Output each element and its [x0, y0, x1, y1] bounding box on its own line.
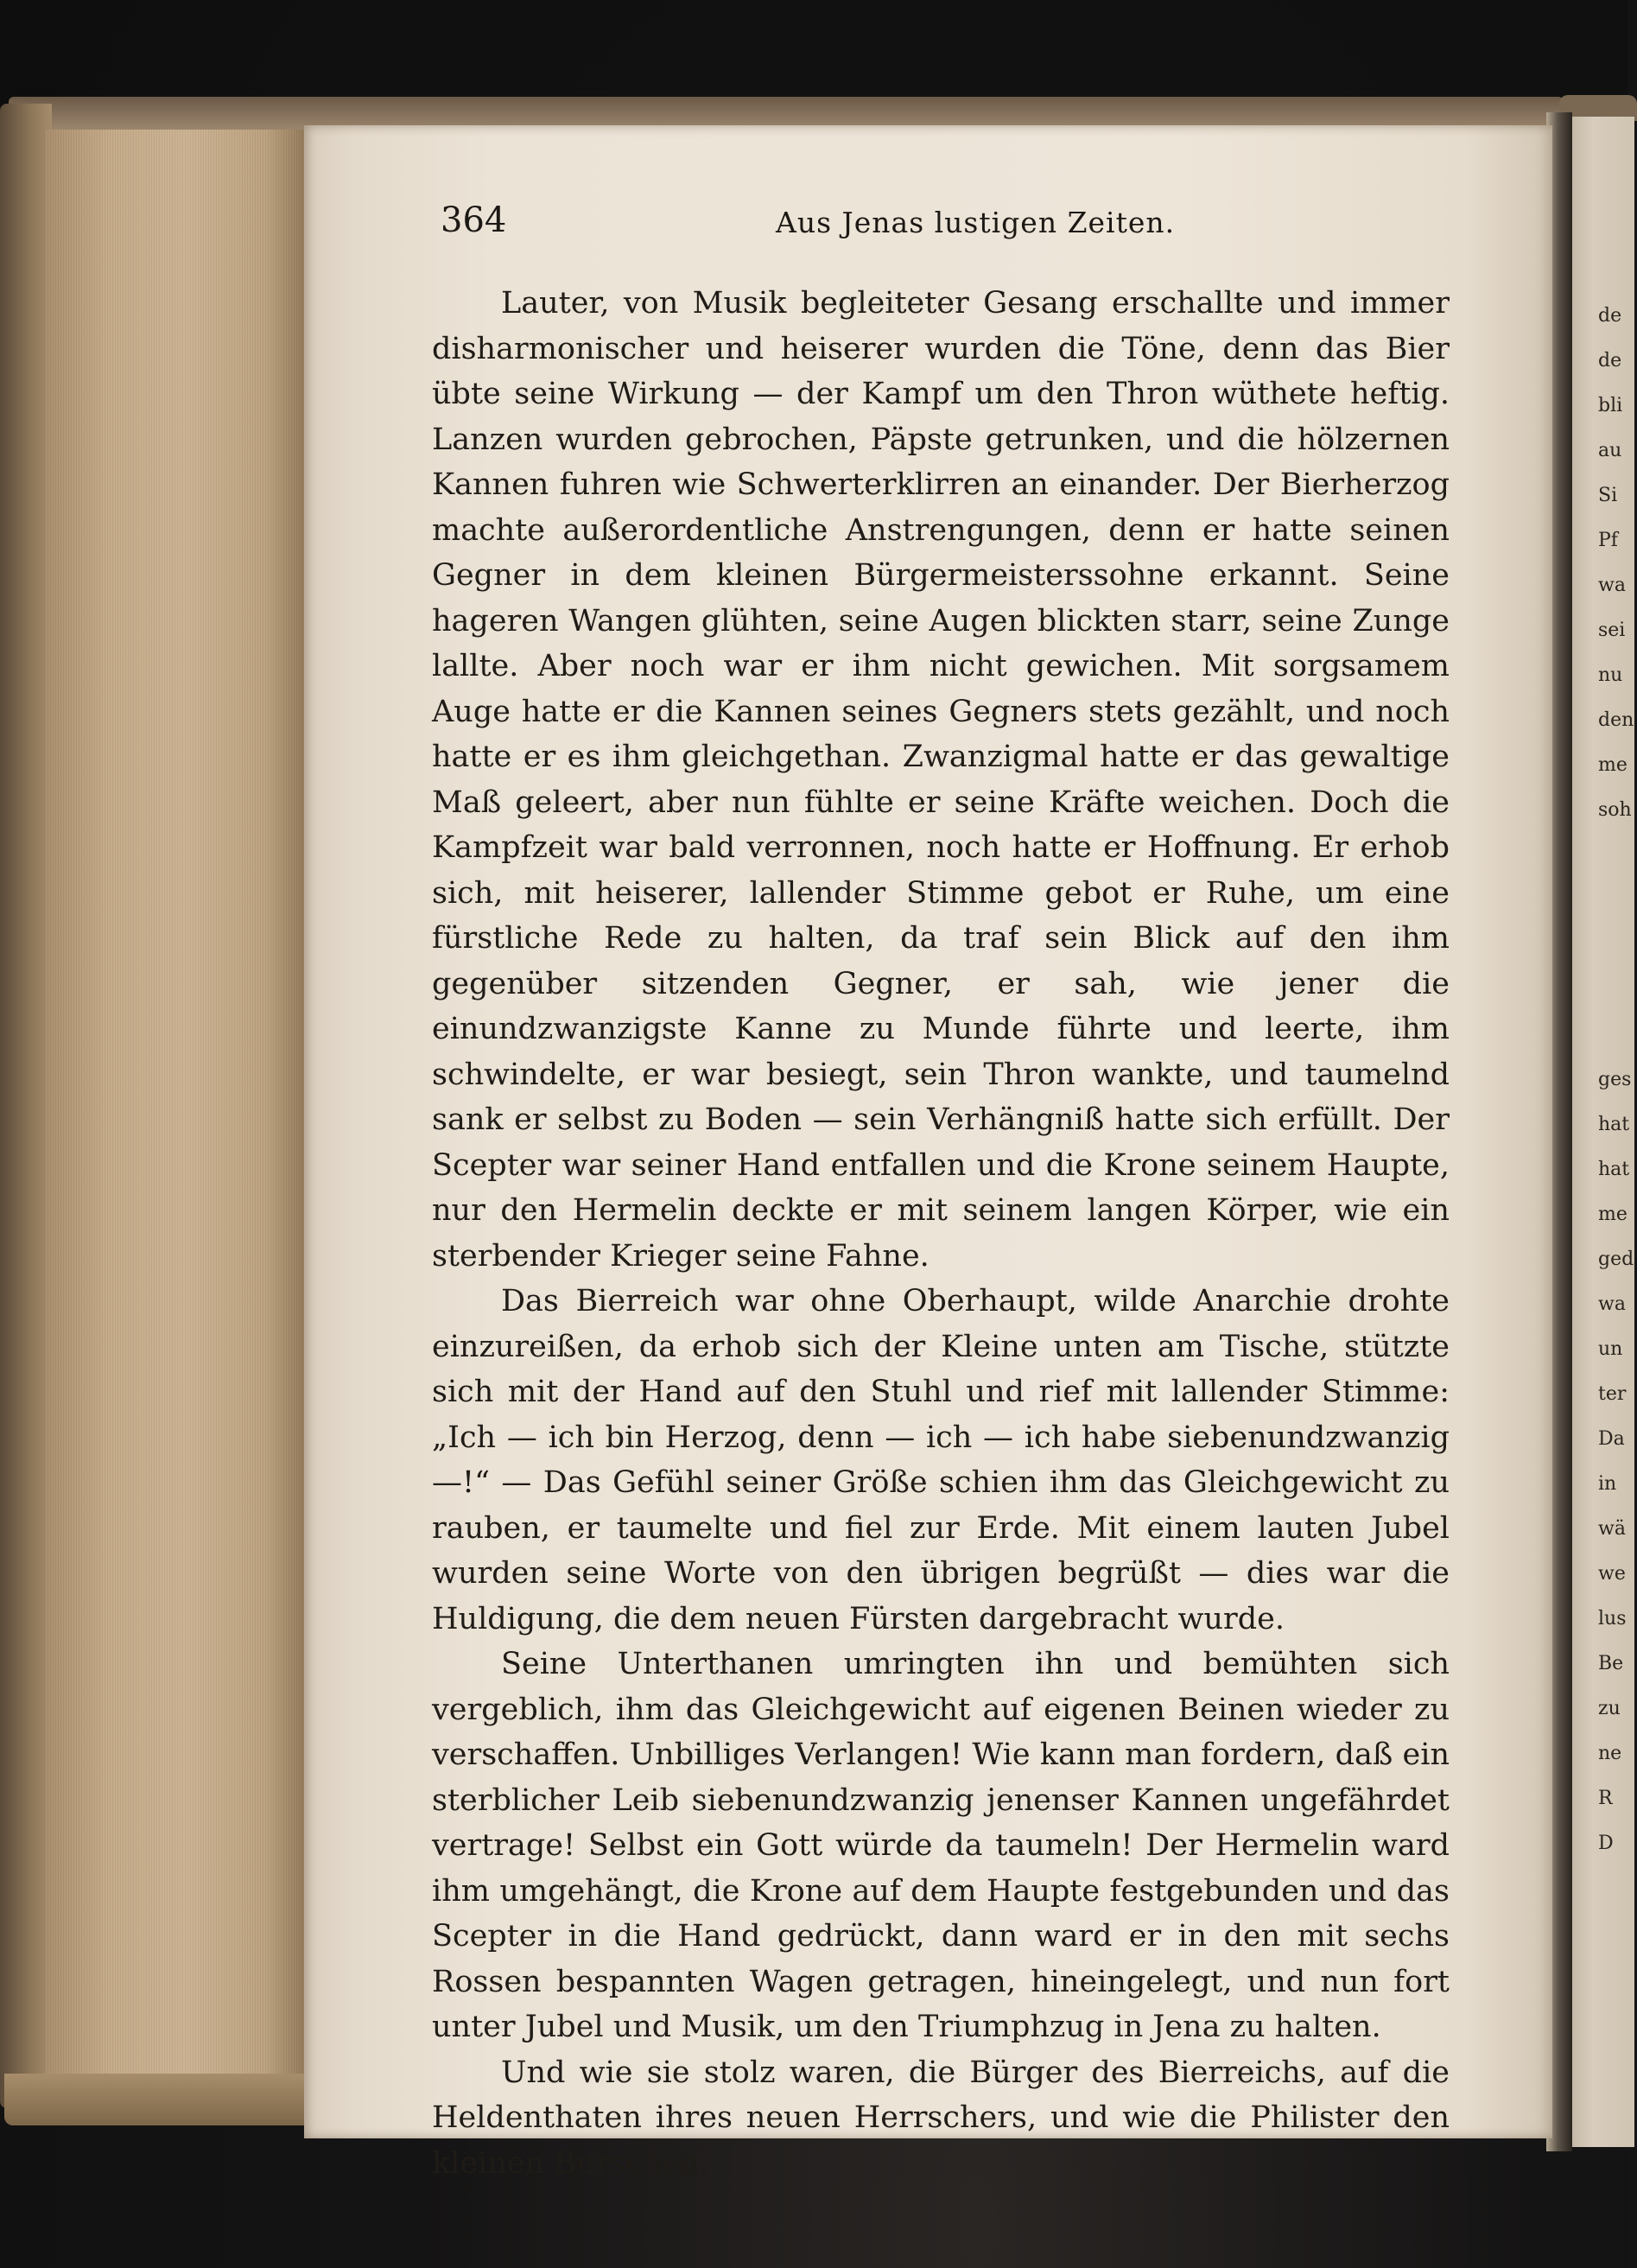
fragment: ne [1598, 1743, 1622, 1764]
fragment: we [1598, 1563, 1626, 1585]
fragment: hat [1598, 1159, 1630, 1180]
fragment: bli [1598, 395, 1623, 416]
fragment: me [1598, 1204, 1627, 1225]
fragment: soh [1598, 799, 1632, 821]
fragment: ter [1598, 1383, 1627, 1405]
fragment: de [1598, 305, 1622, 327]
fragment: zu [1598, 1698, 1621, 1719]
fragment: de [1598, 350, 1622, 372]
fragment: nu [1598, 664, 1623, 686]
fragment: wa [1598, 575, 1626, 596]
fragment: me [1598, 754, 1627, 776]
body-text [432, 281, 1450, 2186]
fragment: hat [1598, 1114, 1630, 1135]
fragment: ges [1598, 1069, 1632, 1090]
fragment: R [1598, 1788, 1613, 1809]
fragment: D [1598, 1833, 1614, 1854]
fragment: lus [1598, 1608, 1627, 1630]
fragment: ged [1598, 1248, 1634, 1270]
paragraph: Das Bierreich war ohne Oberhaupt, wilde Anarchie drohte einzureißen, da erhob sich der Kleine unten am Tische, stützte sich mit der Hand auf den Stuhl und rief mit lallender Stimme: „Ich — ich bin Herzog, denn — ich — ich habe siebenundzwanzig —!“ — Das Gefühl seiner Größe schien ihm das Gleichgewicht zu rauben, er taumelte und fiel zur Erde. Mit einem lauten Jubel wurden seine Worte von den übrigen begrüßt — dies war die Huldigung, die dem neuen Fürsten dargebracht wurde. [432, 1284, 1450, 1636]
fragment: Si [1598, 485, 1618, 506]
page-number: 364 [441, 200, 507, 240]
fragment: Da [1598, 1428, 1625, 1450]
fragment: wä [1598, 1518, 1626, 1540]
fragment-gap [1598, 833, 1633, 1058]
paragraph: Seine Unterthanen umringten ihn und bemühten sich vergeblich, ihm das Gleichgewicht auf eigenen Beinen wieder zu verschaffen. Unbilliges Verlangen! Wie kann man fordern, daß ein sterblicher Leib siebenundzwanzig jenenser Kannen ungefährdet vertrage! Selbst ein Gott würde da taumeln! Der Hermelin ward ihm umgehängt, die Krone auf dem Haupte festgebunden und das Scepter in die Hand gedrückt, dann ward er in den mit sechs Rossen bespannten Wagen getragen, hineingelegt, und nun fort unter Jubel und Musik, um den Triumphzug in Jena zu halten. [432, 1647, 1450, 2044]
paragraph: Lauter, von Musik begleiteter Gesang erschallte und immer disharmonischer und heiserer wurden die Töne, denn das Bier übte seine Wirkung — der Kampf um den Thron wüthete heftig. Lanzen wurden gebrochen, Päpste getrunken, und die hölzernen Kannen fuhren wie Schwerterklirren an einander. Der Bierherzog machte außerordentliche Anstrengungen, denn er hatte seinen Gegner in dem kleinen Bürgermeisterssohne erkannt. Seine hageren Wangen glühten, seine Augen blickten starr, seine Zunge lallte. Aber noch war er ihm nicht gewichen. Mit sorgsamem Auge hatte er die Kannen seines Gegners stets gezählt, und noch hatte er es ihm gleichgethan. Zwanzigmal hatte er das gewaltige Maß geleert, aber nun fühlte er seine Kräfte weichen. Doch die Kampfzeit war bald verronnen, noch hatte er Hoffnung. Er erhob sich, mit heiserer, lallender Stimme gebot er Ruhe, um eine fürstliche Rede zu halten, da traf sein Blick auf den ihm gegenüber sitzenden Gegner, er sah, wie jener die einundzwanzigste Kanne zu Munde führte und leerte, ihm schwindelte, er war besiegt, sein Thron wankte, und taumelnd sank er selbst zu Boden — sein Verhängniß hatte sich erfüllt. Der Scepter war seiner Hand entfallen und die Krone seinem Haupte, nur den Hermelin deckte er mit seinem langen Körper, wie ein sterbender Krieger seine Fahne. [432, 286, 1450, 1274]
paragraph: Und wie sie stolz waren, die Bürger des Bierreichs, auf die Heldenthaten ihres neuen Herrschers, und wie die Philister den kleinen Burschen, [432, 2055, 1450, 2181]
page-edges [45, 130, 304, 2117]
running-title: Aus Jenas lustigen Zeiten. [776, 206, 1176, 239]
fragment: Pf [1598, 530, 1618, 551]
book-cover-left [0, 104, 52, 2108]
fragment: un [1598, 1338, 1623, 1360]
fragment: den [1598, 709, 1634, 731]
fragment: Be [1598, 1653, 1624, 1674]
facing-page-text [1598, 294, 1633, 1866]
fragment: au [1598, 440, 1622, 461]
cover-bottom [4, 2074, 324, 2125]
fragment: sei [1598, 619, 1626, 641]
fragment: wa [1598, 1293, 1626, 1315]
fragment: in [1598, 1473, 1617, 1495]
